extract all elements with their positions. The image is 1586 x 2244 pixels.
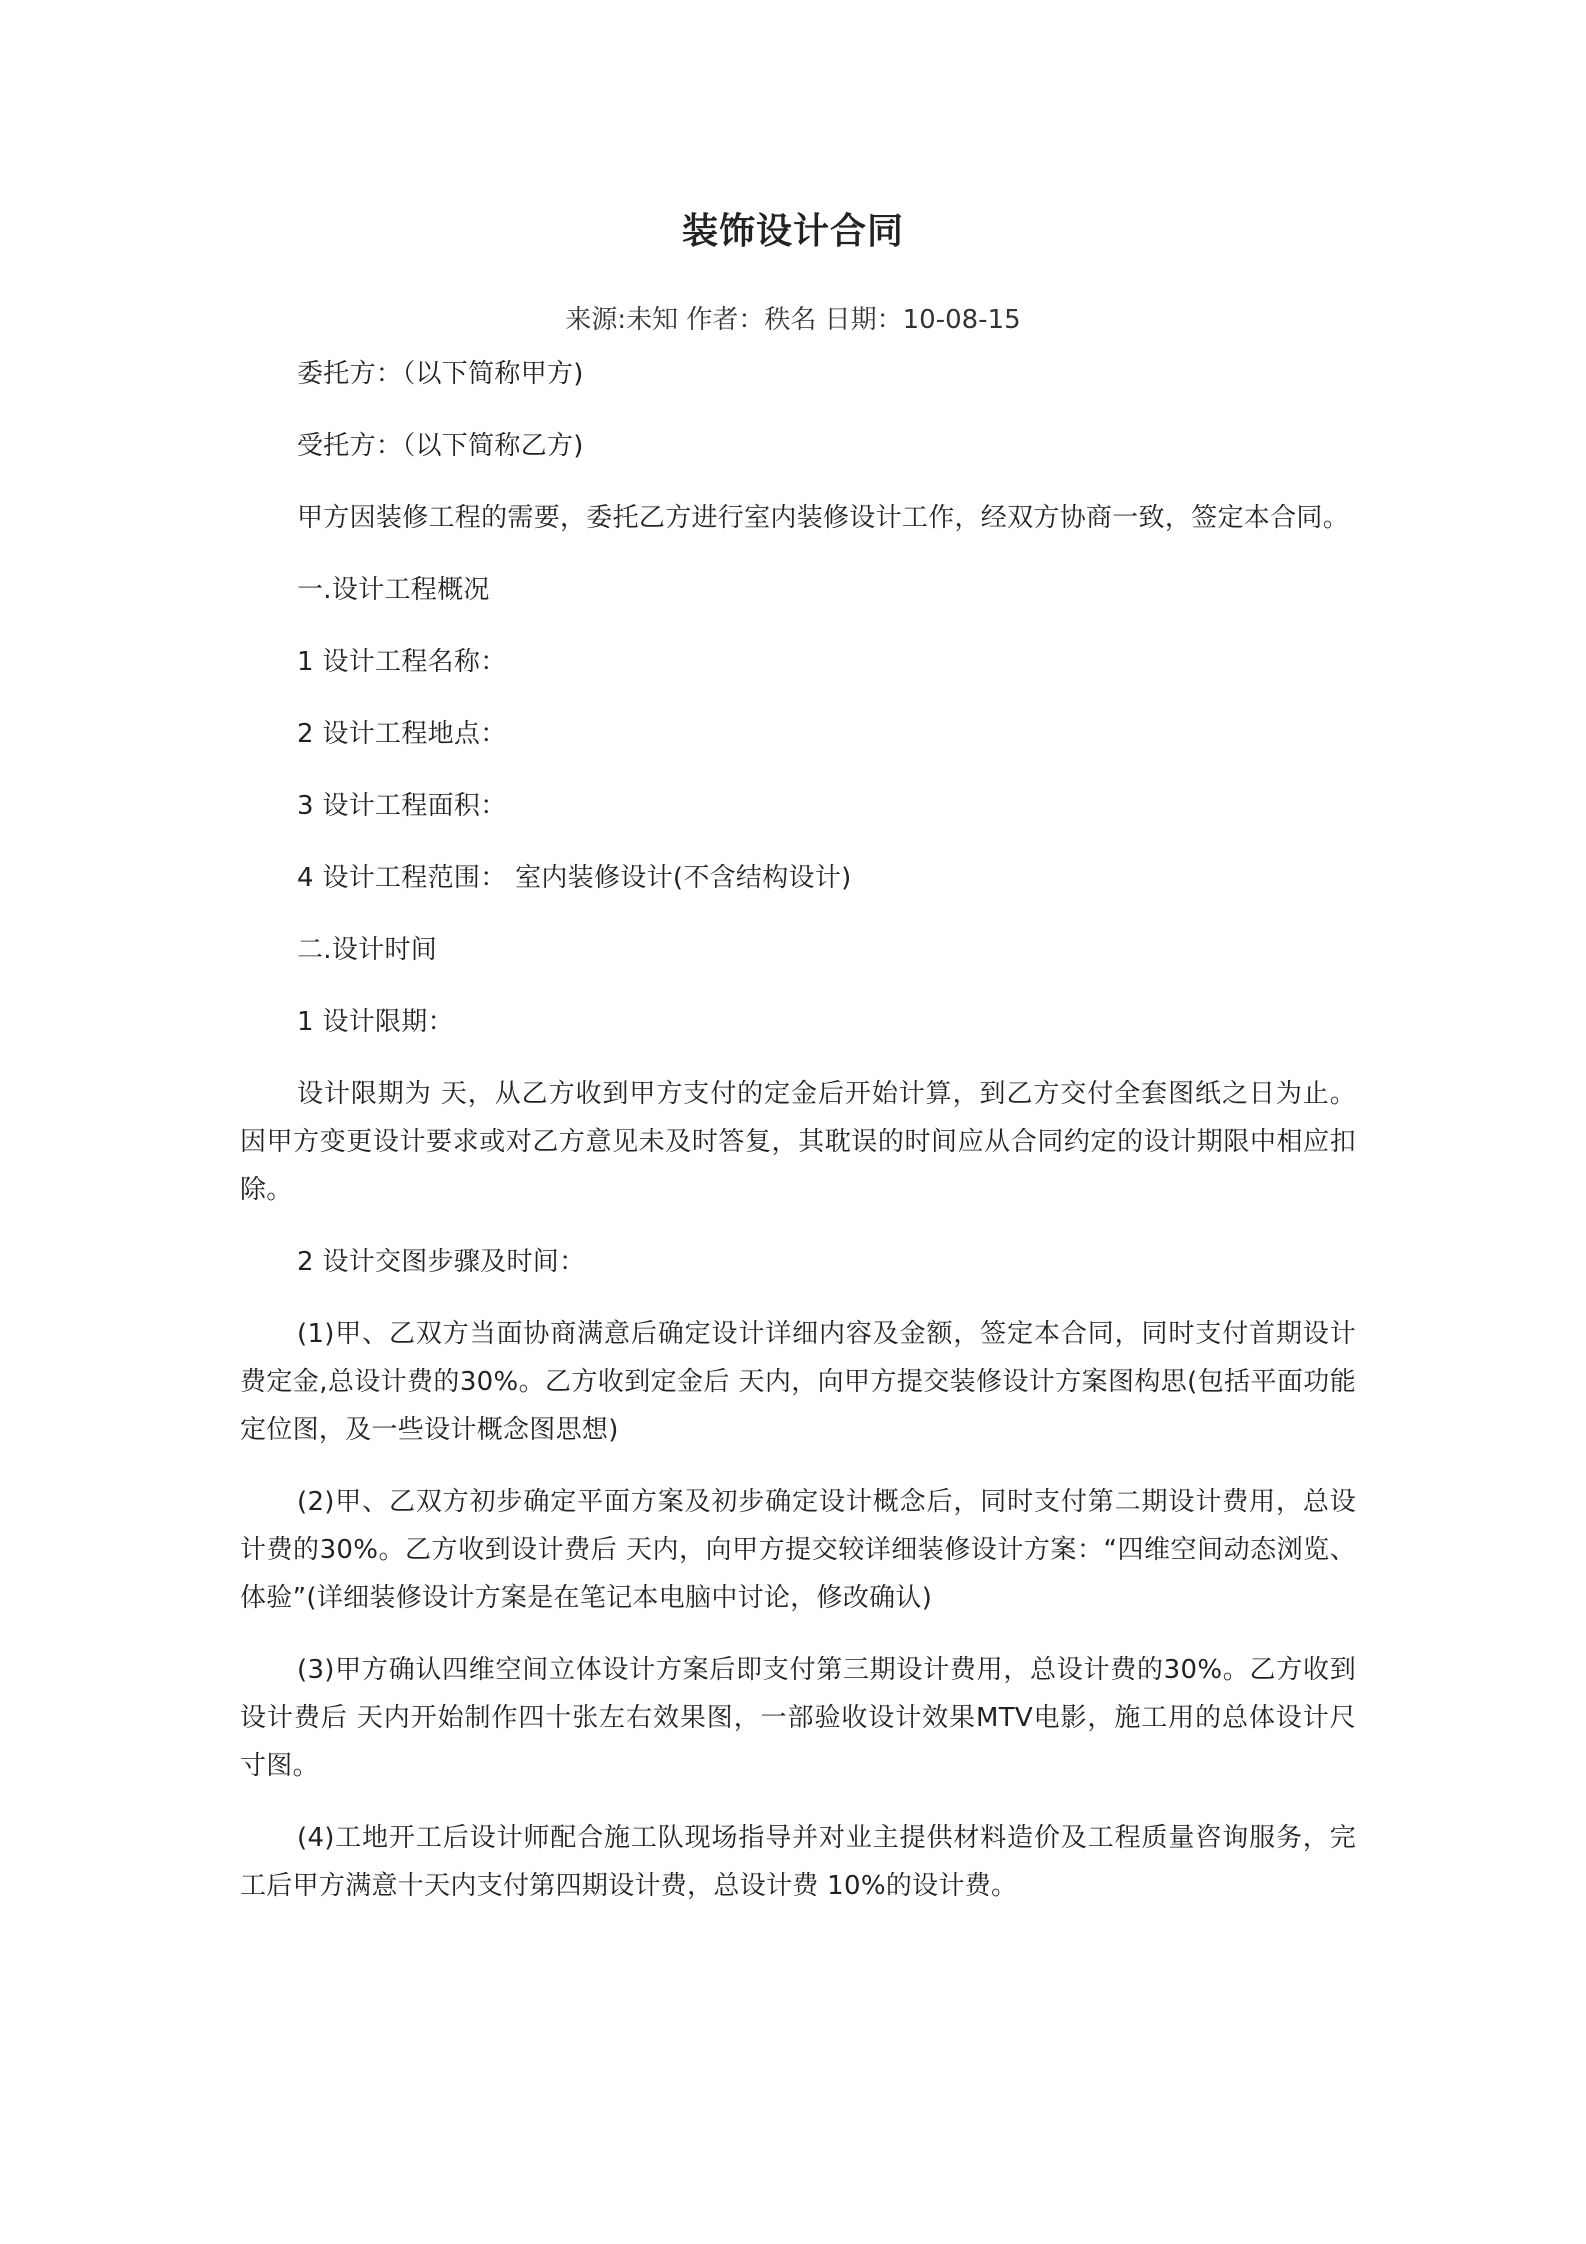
paragraph-step-1: (1)甲、乙双方当面协商满意后确定设计详细内容及金额，签定本合同，同时支付首期设计费定金,总设计费的30%。乙方收到定金后 天内，向甲方提交装修设计方案图构思(包括平面功能定位图，及一些设计概念图思想) <box>240 1319 1356 1445</box>
section-heading-overview: 一.设计工程概况 <box>297 575 490 605</box>
paragraph-project-location: 2 设计工程地点： <box>297 719 507 749</box>
paragraph-project-name: 1 设计工程名称： <box>297 647 507 677</box>
paragraph-step-3: (3)甲方确认四维空间立体设计方案后即支付第三期设计费用，总设计费的30%。乙方收到设计费后 天内开始制作四十张左右效果图，一部验收设计效果MTV电影，施工用的总体设计尺寸图。 <box>240 1655 1356 1781</box>
paragraph-time-limit: 设计限期为 天，从乙方收到甲方支付的定金后开始计算，到乙方交付全套图纸之日为止。因甲方变更设计要求或对乙方意见未及时答复，其耽误的时间应从合同约定的设计期限中相应扣除。 <box>240 1079 1356 1205</box>
paragraph-project-scope: 4 设计工程范围： 室内装修设计(不含结构设计) <box>297 863 852 893</box>
paragraph-step-2: (2)甲、乙双方初步确定平面方案及初步确定设计概念后，同时支付第二期设计费用，总设计费的30%。乙方收到设计费后 天内，向甲方提交较详细装修设计方案：“四维空间动态浏览、体验”(详细装修设计方案是在笔记本电脑中讨论，修改确认) <box>240 1487 1356 1613</box>
paragraph-contractor: 受托方：（以下简称乙方) <box>297 431 584 461</box>
document-title: 装饰设计合同 <box>681 210 904 252</box>
document-meta: 来源:未知 作者：秩名 日期：10-08-15 <box>565 305 1021 335</box>
section-heading-time: 二.设计时间 <box>297 935 438 965</box>
paragraph-intro: 甲方因装修工程的需要，委托乙方进行室内装修设计工作，经双方协商一致，签定本合同。 <box>297 503 1350 533</box>
paragraph-time-limit-heading: 1 设计限期： <box>297 1007 454 1037</box>
document-body <box>240 350 1356 1934</box>
paragraph-client: 委托方：（以下简称甲方) <box>297 359 584 389</box>
paragraph-step-4: (4)工地开工后设计师配合施工队现场指导并对业主提供材料造价及工程质量咨询服务，完工后甲方满意十天内支付第四期设计费，总设计费 10%的设计费。 <box>240 1823 1356 1901</box>
paragraph-delivery-heading: 2 设计交图步骤及时间： <box>297 1247 586 1277</box>
paragraph-project-area: 3 设计工程面积： <box>297 791 507 821</box>
